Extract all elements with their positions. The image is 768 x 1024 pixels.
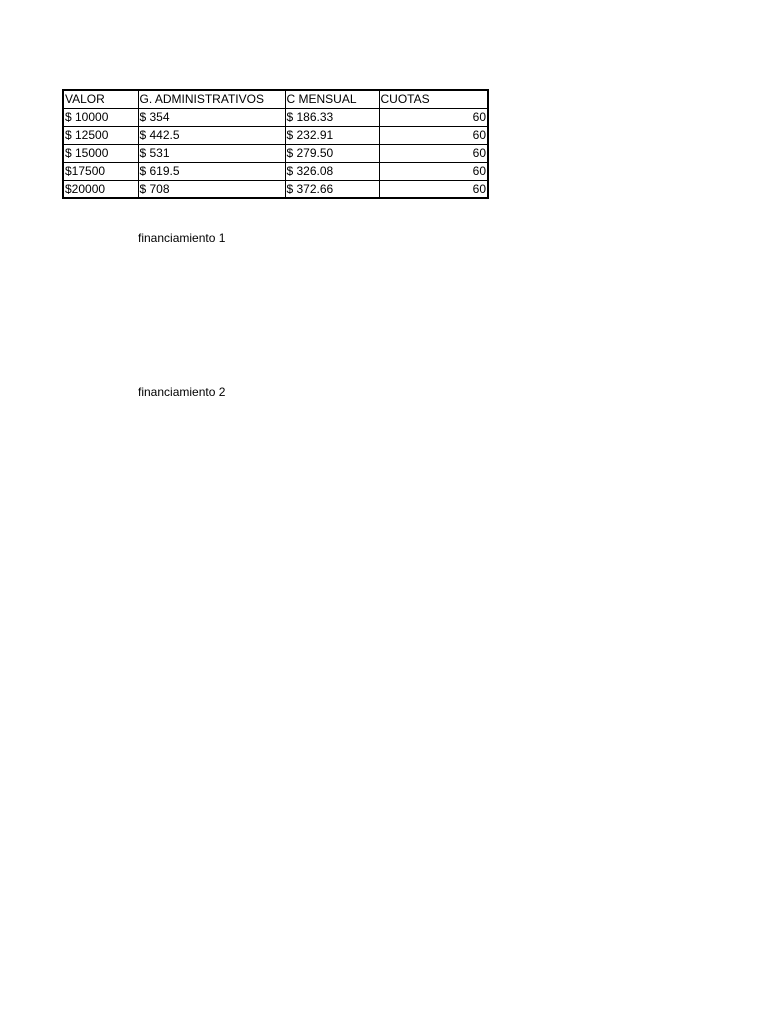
cell-cuota-mensual: $ 326.08 [285, 162, 379, 180]
cell-cuotas: 60 [379, 144, 488, 162]
cell-cuota-mensual: $ 372.66 [285, 180, 379, 198]
cell-cuotas: 60 [379, 126, 488, 144]
cell-gastos-administrativos: $ 531 [138, 144, 285, 162]
cell-valor: $ 10000 [63, 108, 138, 126]
table-row [63, 162, 488, 180]
header-cuotas: CUOTAS [379, 90, 488, 108]
cell-gastos-administrativos: $ 354 [138, 108, 285, 126]
cell-gastos-administrativos: $ 442.5 [138, 126, 285, 144]
cell-valor: $17500 [63, 162, 138, 180]
table-row [63, 180, 488, 198]
table-row [63, 144, 488, 162]
cell-cuotas: 60 [379, 180, 488, 198]
cell-cuota-mensual: $ 186.33 [285, 108, 379, 126]
cell-gastos-administrativos: $ 708 [138, 180, 285, 198]
cell-cuota-mensual: $ 279.50 [285, 144, 379, 162]
financing-1-label: financiamiento 1 [138, 231, 226, 245]
cell-cuota-mensual: $ 232.91 [285, 126, 379, 144]
table-header-row [63, 90, 488, 108]
financing-table [62, 89, 489, 199]
header-gastos-administrativos: G. ADMINISTRATIVOS [138, 90, 285, 108]
table-row [63, 108, 488, 126]
financing-2-label: financiamiento 2 [138, 385, 226, 399]
header-valor: VALOR [63, 90, 138, 108]
cell-valor: $ 12500 [63, 126, 138, 144]
cell-valor: $20000 [63, 180, 138, 198]
table-row [63, 126, 488, 144]
cell-cuotas: 60 [379, 162, 488, 180]
cell-gastos-administrativos: $ 619.5 [138, 162, 285, 180]
cell-valor: $ 15000 [63, 144, 138, 162]
header-cuota-mensual: C MENSUAL [285, 90, 379, 108]
cell-cuotas: 60 [379, 108, 488, 126]
